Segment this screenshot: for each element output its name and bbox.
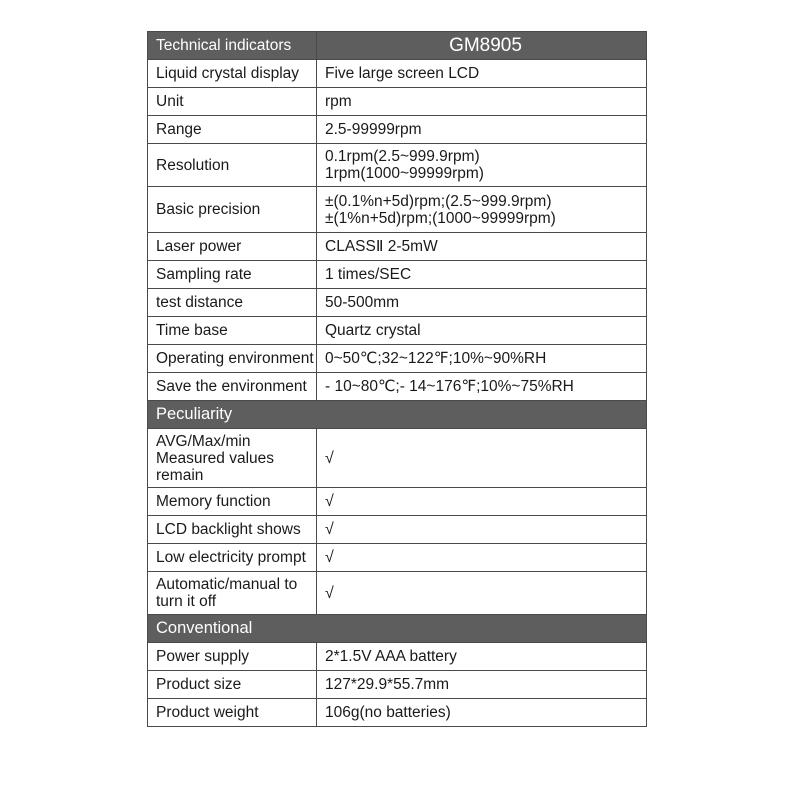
- spec-value-line: ±(1%n+5d)rpm;(1000~99999rpm): [325, 209, 556, 227]
- feature-name: Low electricity prompt: [148, 544, 317, 572]
- spec-name: test distance: [148, 289, 317, 317]
- table-row: [148, 643, 647, 671]
- table-row: [148, 373, 647, 401]
- table-row: [148, 60, 647, 88]
- spec-value: [317, 144, 647, 187]
- spec-value: 2*1.5V AAA battery: [317, 643, 647, 671]
- check-mark: √: [317, 572, 647, 615]
- table-row: [148, 317, 647, 345]
- header-label: Technical indicators: [148, 32, 317, 60]
- model-name: GM8905: [317, 32, 647, 60]
- table-row: [148, 671, 647, 699]
- section-title: Peculiarity: [148, 401, 647, 429]
- spec-value: 2.5-99999rpm: [317, 116, 647, 144]
- check-mark: √: [317, 429, 647, 488]
- spec-name: Time base: [148, 317, 317, 345]
- table-row: [148, 187, 647, 233]
- table-row: [148, 233, 647, 261]
- feature-name: AVG/Max/min Measured values remain: [148, 429, 317, 488]
- spec-value: - 10~80℃;- 14~176℉;10%~75%RH: [317, 373, 647, 401]
- spec-name: Basic precision: [148, 187, 317, 233]
- spec-value: 106g(no batteries): [317, 699, 647, 727]
- table-row: [148, 429, 647, 488]
- spec-name: Power supply: [148, 643, 317, 671]
- section-header-conventional: [148, 615, 647, 643]
- spec-value: [317, 187, 647, 233]
- check-mark: √: [317, 516, 647, 544]
- table-row: [148, 144, 647, 187]
- feature-name: Automatic/manual to turn it off: [148, 572, 317, 615]
- table-row: [148, 345, 647, 373]
- feature-name: LCD backlight shows: [148, 516, 317, 544]
- spec-name: Product size: [148, 671, 317, 699]
- spec-name: Sampling rate: [148, 261, 317, 289]
- table-row: [148, 88, 647, 116]
- table-row: [148, 261, 647, 289]
- check-mark: √: [317, 544, 647, 572]
- spec-name: Resolution: [148, 144, 317, 187]
- spec-value: rpm: [317, 88, 647, 116]
- table-row: [148, 488, 647, 516]
- spec-table: [147, 31, 647, 727]
- table-row: [148, 516, 647, 544]
- spec-name: Laser power: [148, 233, 317, 261]
- spec-value: 50-500mm: [317, 289, 647, 317]
- spec-value: Five large screen LCD: [317, 60, 647, 88]
- table-header-row: [148, 32, 647, 60]
- spec-name: Range: [148, 116, 317, 144]
- table-row: [148, 699, 647, 727]
- table-row: [148, 572, 647, 615]
- spec-value-line: ±(0.1%n+5d)rpm;(2.5~999.9rpm): [325, 192, 552, 210]
- spec-name: Product weight: [148, 699, 317, 727]
- spec-value: 1 times/SEC: [317, 261, 647, 289]
- check-mark: √: [317, 488, 647, 516]
- spec-name: Operating environment: [148, 345, 317, 373]
- section-header-peculiarity: [148, 401, 647, 429]
- spec-value-line: 1rpm(1000~99999rpm): [325, 165, 484, 182]
- feature-name: Memory function: [148, 488, 317, 516]
- table-row: [148, 544, 647, 572]
- table-row: [148, 289, 647, 317]
- spec-value: Quartz crystal: [317, 317, 647, 345]
- spec-value: 127*29.9*55.7mm: [317, 671, 647, 699]
- spec-name: Save the environment: [148, 373, 317, 401]
- table-row: [148, 116, 647, 144]
- spec-name: Unit: [148, 88, 317, 116]
- spec-name: Liquid crystal display: [148, 60, 317, 88]
- section-title: Conventional: [148, 615, 647, 643]
- spec-value: CLASSⅡ 2-5mW: [317, 233, 647, 261]
- spec-value: 0~50℃;32~122℉;10%~90%RH: [317, 345, 647, 373]
- spec-value-line: 0.1rpm(2.5~999.9rpm): [325, 148, 480, 165]
